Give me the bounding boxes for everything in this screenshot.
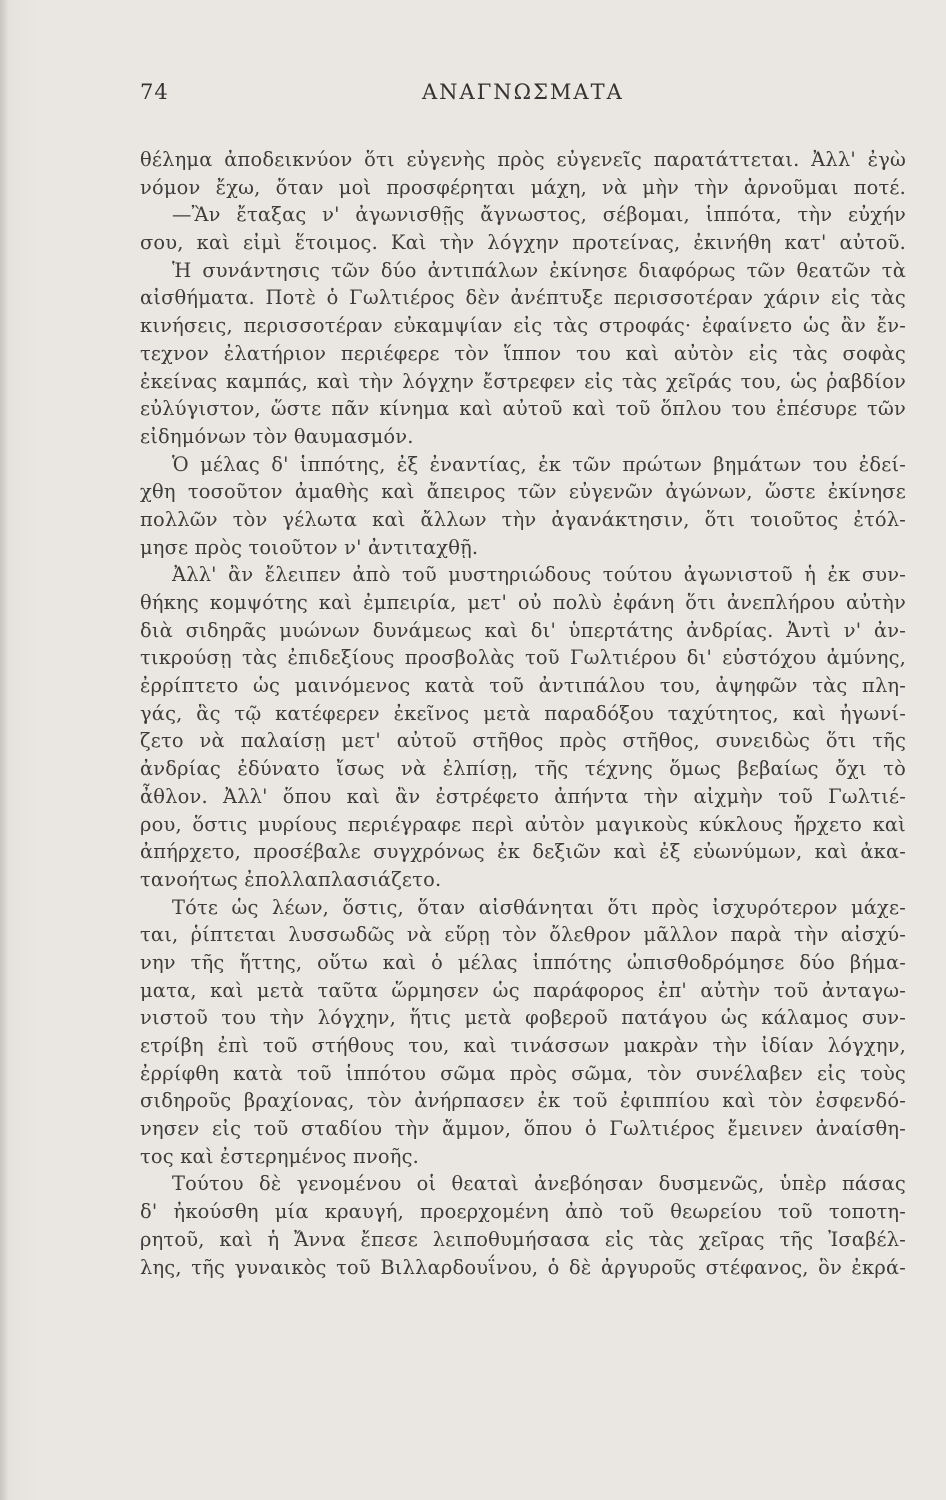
text-line: πολλῶν τὸν γέλωτα καὶ ἄλλων τὴν ἀγανάκτησιν, ὅτι τοιοῦτος ἐτόλ- — [140, 507, 906, 531]
text-line: ἐρρίπτετο ὡς μαινόμενος κατὰ τοῦ ἀντιπάλου του, ἀψηφῶν τὰς πλη- — [140, 674, 906, 698]
text-line: αἰσθήματα. Ποτὲ ὁ Γωλτιέρος δὲν ἀνέπτυξε περισσοτέραν χάριν εἰς τὰς — [140, 286, 906, 310]
text-line: ἐκείνας καμπάς, καὶ τὴν λόγχην ἔστρεφεν εἰς τὰς χεῖράς του, ὡς ῥαβδίον — [140, 369, 906, 393]
text-line: σου, καὶ εἰμὶ ἕτοιμος. Καὶ τὴν λόγχην προτείνας, ἐκινήθη κατ' αὐτοῦ. — [140, 231, 906, 255]
running-head: ΑΝΑΓΝΩΣΜΑΤΑ — [422, 80, 624, 104]
text-line: —Ἂν ἔταξας ν' ἀγωνισθῇς ἄγνωστος, σέβομαι, ἱππότα, τὴν εὐχήν — [172, 203, 906, 227]
text-line: ἀνδρίας ἐδύνατο ἴσως νὰ ἐλπίσῃ, τῆς τέχνης ὅμως βεβαίως ὄχι τὸ — [140, 757, 906, 781]
text-line: κινήσεις, περισσοτέραν εὐκαμψίαν εἰς τὰς στροφάς· ἐφαίνετο ὡς ἂν ἔν- — [140, 314, 906, 338]
text-line: σιδηροῦς βραχίονας, τὸν ἀνήρπασεν ἐκ τοῦ ἐφιππίου καὶ τὸν ἐσφενδό- — [140, 1089, 906, 1113]
text-line: χθη τοσοῦτον ἀμαθὴς καὶ ἄπειρος τῶν εὐγενῶν ἀγώνων, ὥστε ἐκίνησε — [140, 480, 906, 504]
text-line: δ' ἠκούσθη μία κραυγή, προερχομένη ἀπὸ τοῦ θεωρείου τοῦ τοποτη- — [140, 1200, 906, 1224]
page-edge-shadow — [0, 0, 8, 1500]
text-line: Ἡ συνάντησις τῶν δύο ἀντιπάλων ἐκίνησε διαφόρως τῶν θεατῶν τὰ — [172, 258, 906, 282]
text-line: εἰδημόνων τὸν θαυμασμόν. — [140, 424, 414, 448]
text-line: ματα, καὶ μετὰ ταῦτα ὥρμησεν ὡς παράφορος ἐπ' αὐτὴν τοῦ ἀνταγω- — [140, 978, 906, 1002]
text-line: ἆθλον. Ἀλλ' ὅπου καὶ ἂν ἐστρέφετο ἀπήντα τὴν αἰχμὴν τοῦ Γωλτιέ- — [140, 784, 906, 808]
text-line: τος καὶ ἐστερημένος πνοῆς. — [140, 1144, 420, 1168]
text-line: Ὁ μέλας δ' ἱππότης, ἐξ ἐναντίας, ἐκ τῶν πρώτων βημάτων του ἐδεί- — [172, 452, 906, 476]
text-line: νιστοῦ του τὴν λόγχην, ἥτις μετὰ φοβεροῦ πατάγου ὡς κάλαμος συν- — [140, 1006, 906, 1030]
text-body — [140, 146, 906, 1281]
text-line: διὰ σιδηρᾶς μυώνων δυνάμεως καὶ δι' ὑπερτάτης ἀνδρίας. Ἀντὶ ν' ἀν- — [140, 618, 906, 642]
text-line: τικρούσῃ τὰς ἐπιδεξίους προσβολὰς τοῦ Γωλτιέρου δι' εὐστόχου ἀμύνης, — [140, 646, 906, 670]
text-line: εὐλύγιστον, ὥστε πᾶν κίνημα καὶ αὐτοῦ καὶ τοῦ ὅπλου του ἐπέσυρε τῶν — [140, 397, 906, 421]
text-line: ρου, ὅστις μυρίους περιέγραφε περὶ αὐτὸν μαγικοὺς κύκλους ἤρχετο καὶ — [140, 812, 906, 836]
text-line: ρητοῦ, καὶ ἡ Ἄννα ἔπεσε λειποθυμήσασα εἰς τὰς χεῖρας τῆς Ἰσαβέλ- — [140, 1227, 906, 1251]
text-line: μησε πρὸς τοιοῦτον ν' ἀντιταχθῇ. — [140, 535, 479, 559]
page-number: 74 — [140, 80, 169, 104]
text-line: θήκης κομψότης καὶ ἐμπειρία, μετ' οὐ πολὺ ἐφάνη ὅτι ἀνεπλήρου αὐτὴν — [140, 591, 906, 614]
text-line: τεχνον ἐλατήριον περιέφερε τὸν ἵππον του καὶ αὐτὸν εἰς τὰς σοφὰς — [140, 341, 906, 365]
text-line: Τότε ὡς λέων, ὅστις, ὅταν αἰσθάνηται ὅτι πρὸς ἰσχυρότερον μάχε- — [172, 895, 906, 919]
text-line: ζετο νὰ παλαίσῃ μετ' αὐτοῦ στῆθος πρὸς στῆθος, συνειδὼς ὅτι τῆς — [140, 729, 906, 753]
text-line: Τούτου δὲ γενομένου οἱ θεαταὶ ἀνεβόησαν δυσμενῶς, ὑπὲρ πάσας — [172, 1172, 906, 1196]
text-line: Ἀλλ' ἂν ἔλειπεν ἀπὸ τοῦ μυστηριώδους τούτου ἀγωνιστοῦ ἡ ἐκ συν- — [172, 563, 906, 587]
text-line: τανοήτως ἐπολλαπλασιάζετο. — [140, 867, 442, 891]
text-line: ἐρρίφθη κατὰ τοῦ ἱππότου σῶμα πρὸς σῶμα, τὸν συνέλαβεν εἰς τοὺς — [140, 1061, 906, 1085]
page-header — [140, 80, 906, 110]
text-line: ται, ῥίπτεται λυσσωδῶς νὰ εὕρῃ τὸν ὄλεθρον μᾶλλον παρὰ τὴν αἰσχύ- — [140, 923, 906, 947]
text-line: θέλημα ἀποδεικνύον ὅτι εὐγενὴς πρὸς εὐγενεῖς παρατάττεται. Ἀλλ' ἐγὼ — [140, 148, 906, 171]
text-line: ετρίβη ἐπὶ τοῦ στήθους του, καὶ τινάσσων μακρὰν τὴν ἰδίαν λόγχην, — [140, 1034, 906, 1057]
text-line: λης, τῆς γυναικὸς τοῦ Βιλλαρδουΐνου, ὁ δὲ ἀργυροῦς στέφανος, ὃν ἐκρά- — [140, 1255, 906, 1279]
text-line: νην τῆς ἥττης, οὕτω καὶ ὁ μέλας ἱππότης ὠπισθοδρόμησε δύο βήμα- — [140, 950, 906, 974]
text-line: ἀπήρχετο, προσέβαλε συγχρόνως ἐκ δεξιῶν καὶ ἐξ εὐωνύμων, καὶ ἀκα- — [140, 840, 906, 864]
text-line: νησεν εἰς τοῦ σταδίου τὴν ἄμμον, ὅπου ὁ Γωλτιέρος ἔμεινεν ἀναίσθη- — [140, 1117, 906, 1141]
text-line: γάς, ἃς τῷ κατέφερεν ἐκεῖνος μετὰ παραδόξου ταχύτητος, καὶ ἠγωνί- — [140, 701, 906, 725]
text-line: νόμον ἔχω, ὅταν μοὶ προσφέρηται μάχη, νὰ μὴν τὴν ἀρνοῦμαι ποτέ. — [140, 175, 906, 199]
